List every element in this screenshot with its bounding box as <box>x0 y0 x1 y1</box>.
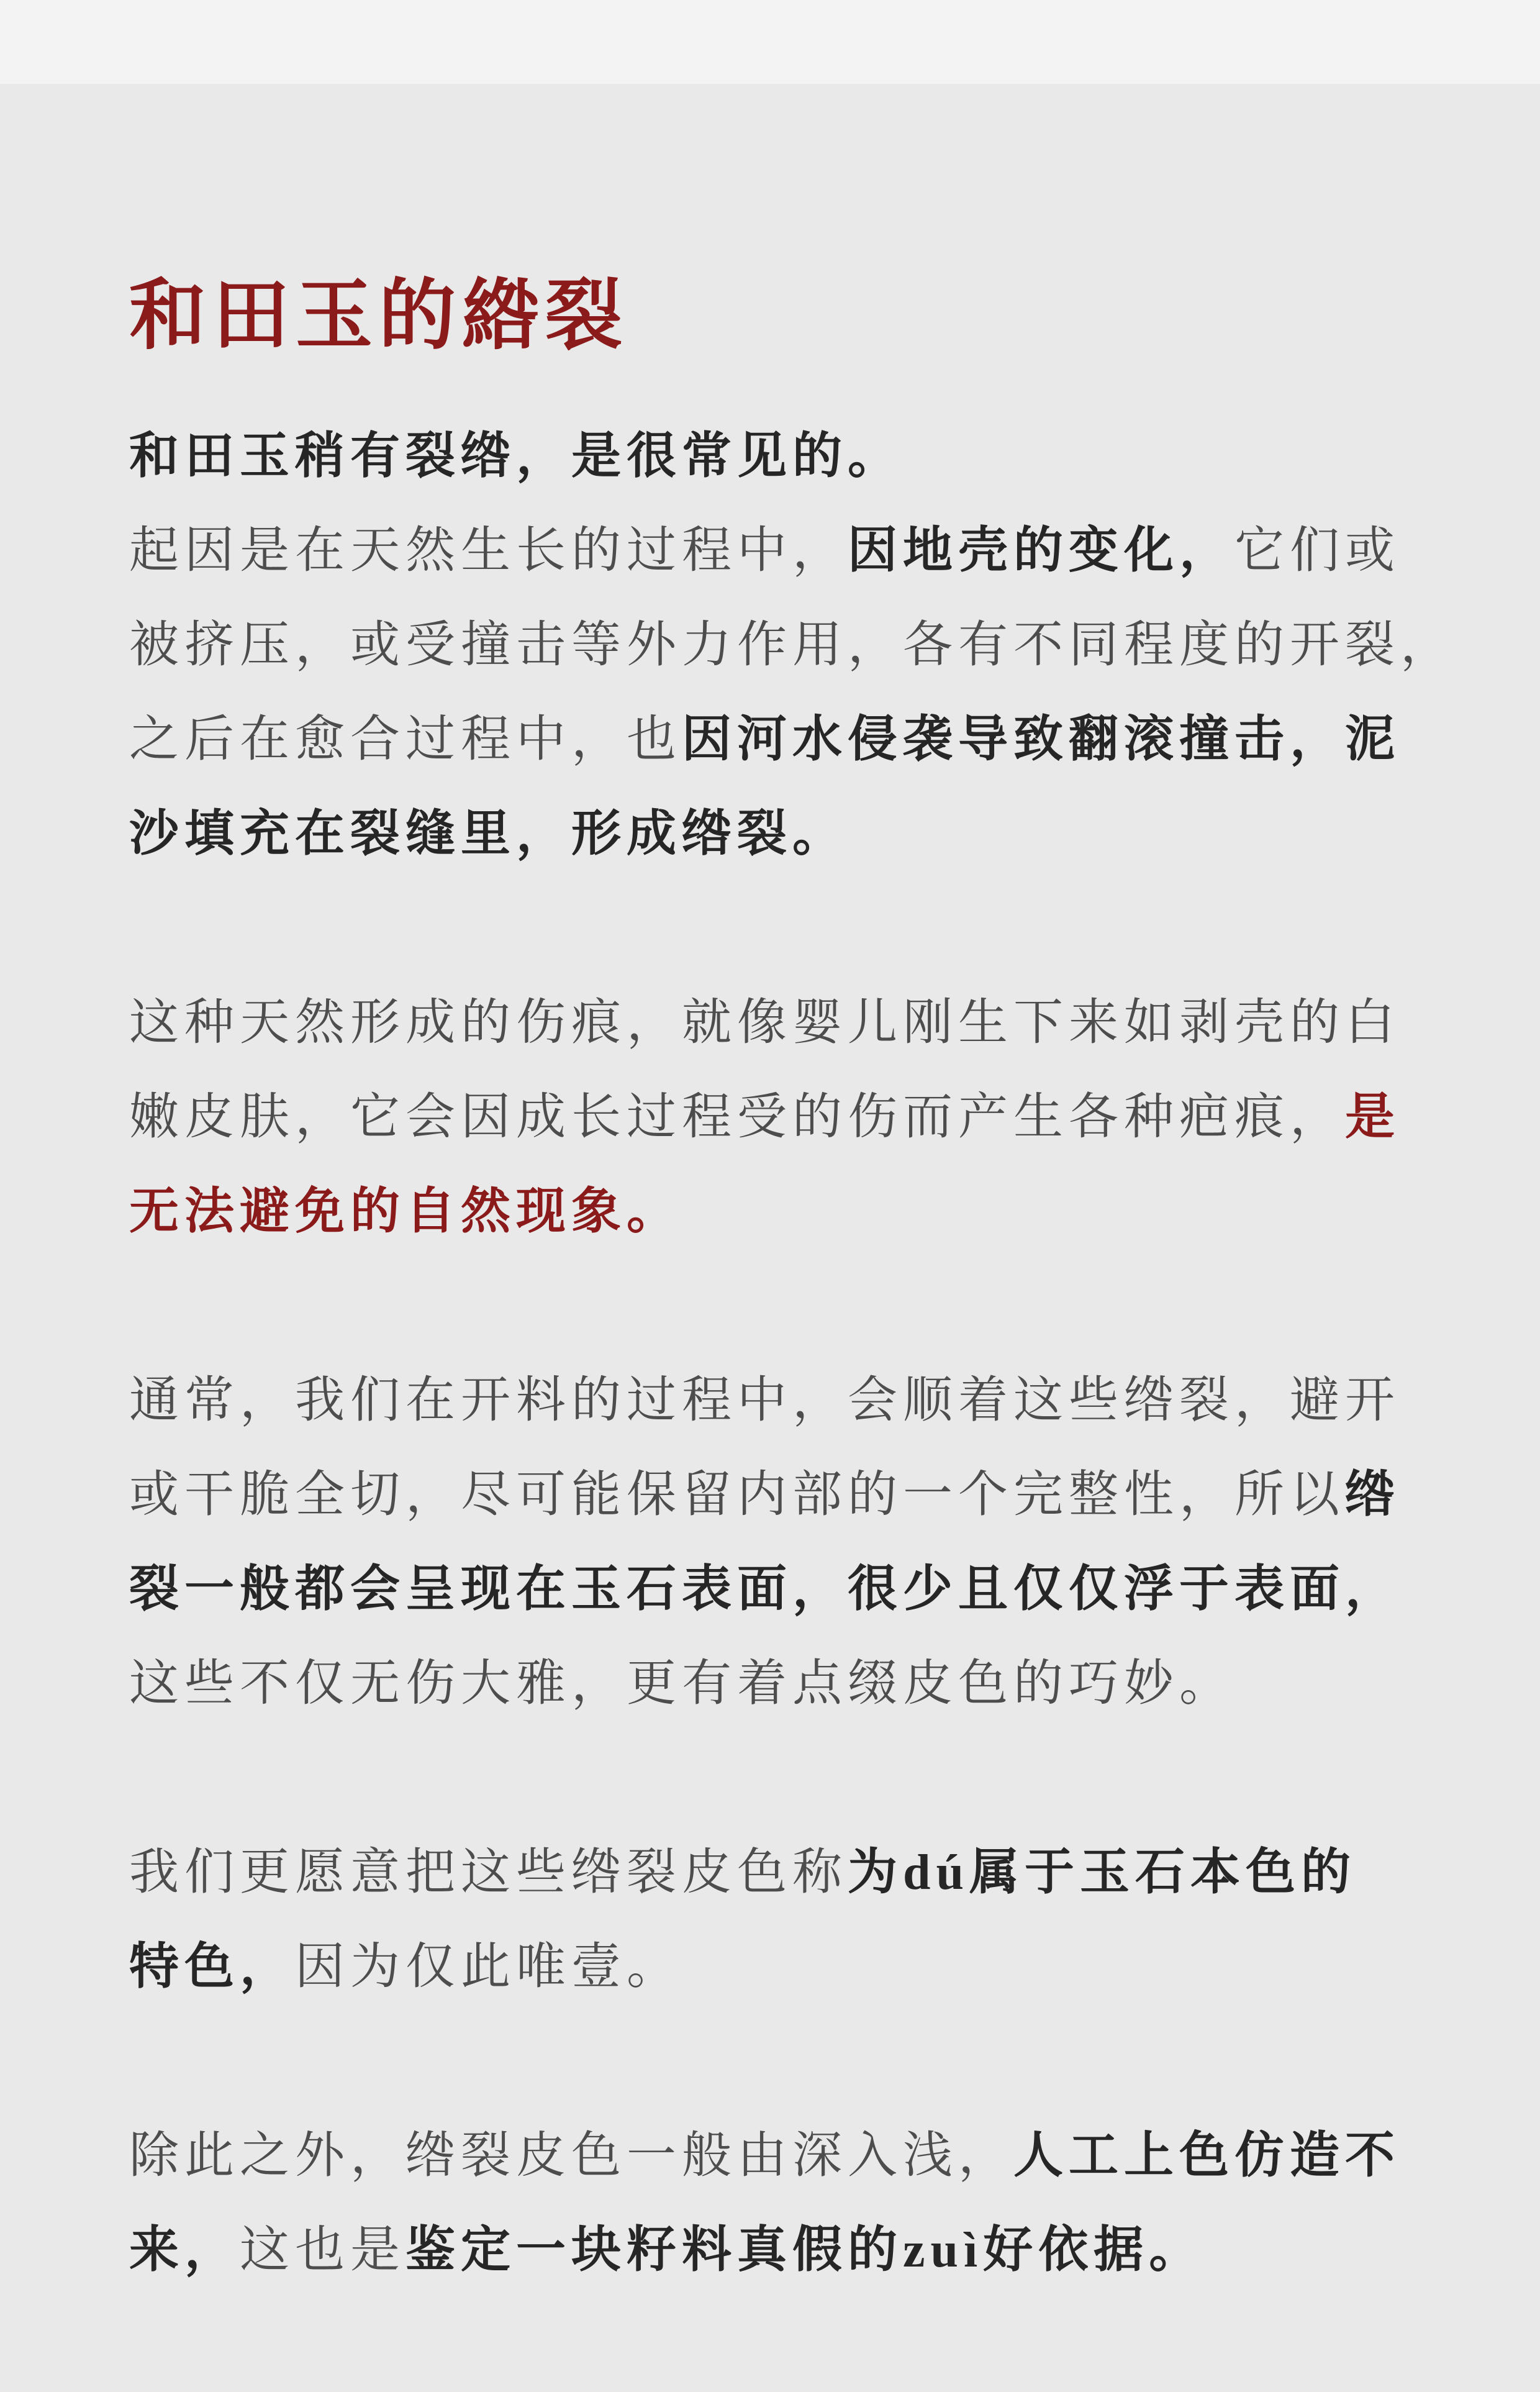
bold-text: 来， <box>129 2223 240 2278</box>
text-line <box>129 1070 1495 1165</box>
bold-text: 因地壳的变化， <box>848 524 1234 578</box>
body-text: 这些不仅无伤大雅，更有着点缀皮色的巧妙。 <box>129 1657 1234 1711</box>
bold-text: 绺 <box>1345 1468 1400 1522</box>
body-text: 或干脆全切，尽可能保留内部的一个完整性，所以 <box>129 1468 1345 1522</box>
body-text: 我们更愿意把这些绺裂皮色称 <box>129 1845 848 1900</box>
bold-text: 沙填充在裂缝里，形成绺裂。 <box>129 807 848 862</box>
bold-text: 和田玉稍有裂绺，是很常见的。 <box>129 429 903 484</box>
text-line <box>129 1826 1495 1920</box>
highlight-text: 无法避免的自然现象。 <box>129 1185 682 1239</box>
text-line <box>129 693 1495 787</box>
bold-text: 因河水侵袭导致翻滚撞击，泥 <box>682 712 1400 767</box>
body-text: 之后在愈合过程中，也 <box>129 712 682 767</box>
text-line <box>129 976 1495 1070</box>
bold-text: 裂一般都会呈现在玉石表面，很少且仅仅浮于表面， <box>129 1562 1400 1617</box>
bold-text: 为dú属于玉石本色的 <box>848 1845 1356 1900</box>
text-line <box>129 2203 1495 2298</box>
article-title: 和田玉的綹裂 <box>129 273 629 358</box>
top-strip <box>0 0 1540 84</box>
body-text: 通常，我们在开料的过程中，会顺着这些绺裂，避开 <box>129 1373 1400 1428</box>
text-line <box>129 409 1495 504</box>
paragraph-origin <box>129 409 1495 881</box>
bold-text: 鉴定一块籽料真假的zuì好依据。 <box>405 2223 1205 2278</box>
paragraph-cutting <box>129 1353 1495 1731</box>
text-line <box>129 2109 1495 2203</box>
text-line <box>129 787 1495 881</box>
text-line <box>129 1920 1495 2014</box>
text-line <box>129 1448 1495 1542</box>
text-line <box>129 1637 1495 1731</box>
bold-text: 人工上色仿造不 <box>1013 2129 1400 2183</box>
body-text: 这种天然形成的伤痕，就像婴儿刚生下来如剥壳的白 <box>129 996 1400 1050</box>
paragraph-authentication <box>129 2109 1495 2298</box>
text-line <box>129 1165 1495 1259</box>
highlight-text: 是 <box>1345 1090 1400 1145</box>
body-text: 被挤压，或受撞击等外力作用，各有不同程度的开裂， <box>129 618 1456 673</box>
text-line <box>129 1542 1495 1637</box>
text-line <box>129 598 1495 693</box>
paragraph-unique-color <box>129 1826 1495 2014</box>
paragraph-natural-scar <box>129 976 1495 1259</box>
body-text: 这也是 <box>240 2223 405 2278</box>
body-text: 除此之外，绺裂皮色一般由深入浅， <box>129 2129 1013 2183</box>
text-line <box>129 504 1495 598</box>
body-text: 起因是在天然生长的过程中， <box>129 524 848 578</box>
body-text: 它们或 <box>1234 524 1400 578</box>
body-text: 嫩皮肤，它会因成长过程受的伤而产生各种疤痕， <box>129 1090 1345 1145</box>
bold-text: 特色， <box>129 1940 295 1994</box>
article-body <box>129 409 1495 2392</box>
text-line <box>129 1353 1495 1448</box>
body-text: 因为仅此唯壹。 <box>295 1940 682 1994</box>
